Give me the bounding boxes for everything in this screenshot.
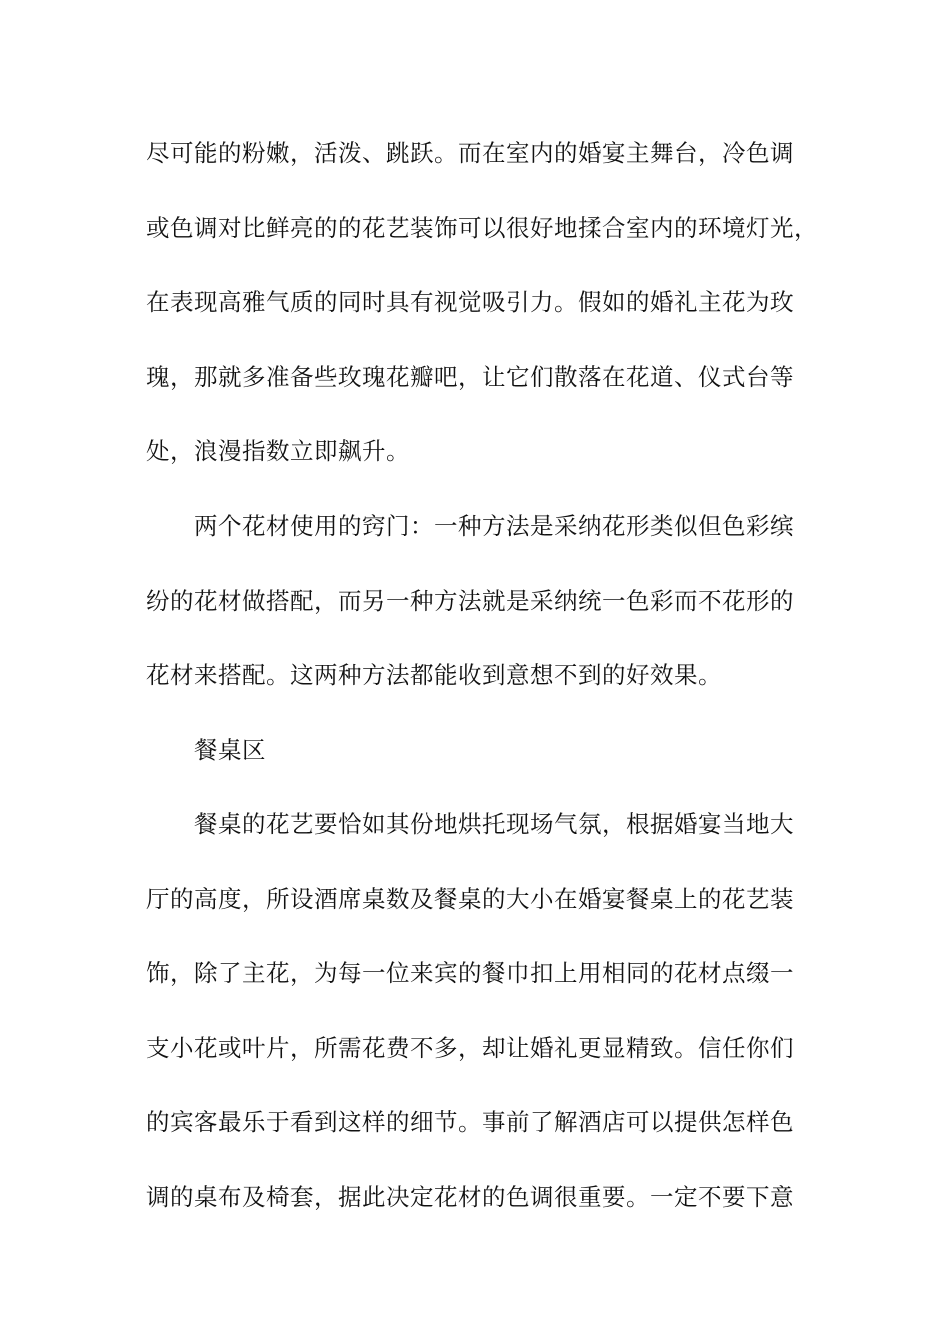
paragraph-line: 处，浪漫指数立即飙升。	[146, 437, 410, 465]
paragraph-line: 花材来搭配。这两种方法都能收到意想不到的好效果。	[146, 661, 722, 689]
paragraph-line: 饰，除了主花，为每一位来宾的餐巾扣上用相同的花材点缀一	[146, 959, 794, 987]
paragraph-line: 支小花或叶片，所需花费不多，却让婚礼更显精致。信任你们	[146, 1034, 794, 1062]
paragraph-line: 厅的高度，所设酒席桌数及餐桌的大小在婚宴餐桌上的花艺装	[146, 885, 794, 913]
paragraph-line: 餐桌的花艺要恰如其份地烘托现场气氛，根据婚宴当地大	[194, 810, 794, 838]
paragraph-line: 或色调对比鲜亮的的花艺装饰可以很好地揉合室内的环境灯光，	[146, 214, 818, 242]
paragraph-line: 的宾客最乐于看到这样的细节。事前了解酒店可以提供怎样色	[146, 1108, 794, 1136]
paragraph-line: 在表现高雅气质的同时具有视觉吸引力。假如的婚礼主花为玫	[146, 288, 794, 316]
paragraph-line: 两个花材使用的窍门：一种方法是采纳花形类似但色彩缤	[194, 512, 794, 540]
paragraph-line: 瑰，那就多准备些玫瑰花瓣吧，让它们散落在花道、仪式台等	[146, 363, 794, 391]
paragraph-line: 调的桌布及椅套，据此决定花材的色调很重要。一定不要下意	[146, 1183, 794, 1211]
paragraph-line: 纷的花材做搭配，而另一种方法就是采纳统一色彩而不花形的	[146, 587, 794, 615]
paragraph-line: 尽可能的粉嫩，活泼、跳跃。而在室内的婚宴主舞台，冷色调	[146, 139, 794, 167]
section-heading: 餐桌区	[194, 736, 266, 764]
